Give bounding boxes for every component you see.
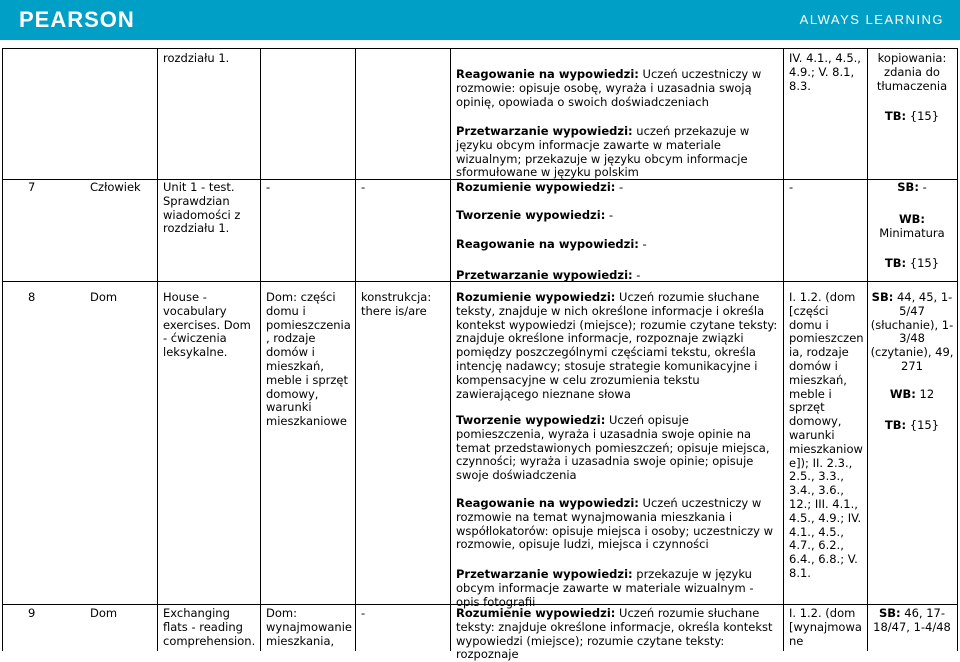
przetwarzanie-label: Przetwarzanie wypowiedzi: [456,268,633,282]
reakcja-label: Reagowanie na wypowiedzi: [456,67,639,81]
vocabulary-cell: Dom: części domu i pomieszczenia , rodzaje domów i mieszkań, meble i sprzęt domowy, warunki mieszkaniowe [266,290,351,429]
grammar-cell: - [361,180,366,194]
rozumienie-requirements: Rozumienie wypowiedzi: Uczeń rozumie słuchane teksty, znajduje w nich określone informacje i określa kontekst wypowiedzi (miejsce); rozumie czytane teksty: znajduje określone informacje, rozpoznaje związki pomiędzy poszczególnymi częściami tekstu, określa intencję nadawcy; stosuje strategie komunikacyjne i kompensacyjne w celu zrozumienia tekstu zawierającego nieznane słowa [456,290,778,401]
lesson-section: Człowiek [90,180,141,194]
lesson-number: 7 [28,180,36,194]
tb-value: {15} [906,109,940,123]
core-curriculum-refs: IV. 4.1., 4.5., 4.9.; V. 8.1, 8.3. [789,51,861,93]
pearson-banner [0,0,960,40]
sb-reference: SB: 46, 17-18/47, 1-4/48 [873,606,951,634]
column-divider [783,48,784,651]
tworzenie-requirements: Tworzenie wypowiedzi: Uczeń opisuje pomieszczenia, wyraża i uzasadnia swoje opinie na temat przedstawionych pomieszczeń; opisuje miejsca, czynności; wyraża i uzasadnia swoje opinie; opisuje swoje doświadczenia [456,413,770,483]
core-curriculum-refs: I. 1.2. (dom [wynajmowa ne [789,606,862,648]
wb-reference: WB: Minimatura [879,212,945,240]
rozumienie-requirements: Rozumienie wypowiedzi: - [456,180,624,194]
rozumienie-label: Rozumienie wypowiedzi: [456,606,616,620]
wb-reference: WB: 12 [889,387,935,401]
lesson-number: 9 [28,606,36,620]
przetwarzanie-label: Przetwarzanie wypowiedzi: [456,567,633,581]
column-divider [157,48,158,651]
przetwarzanie-requirements: Przetwarzanie wypowiedzi: - [456,268,641,282]
tb-reference: TB: {15} [884,256,940,270]
vocabulary-cell: Dom: wynajmowanie mieszkania, [266,606,352,648]
wb-label: WB: [889,387,916,401]
tworzenie-label: Tworzenie wypowiedzi: [456,208,606,222]
przetwarzanie-requirements [456,125,778,180]
tagline: ALWAYS LEARNING [799,12,944,27]
sb-reference: SB: 44, 45, 1-5/47 (słuchanie), 1-3/48 (czytanie), 49, 271 [870,290,954,373]
table-border-top [2,48,958,49]
core-curriculum-refs: I. 1.2. (dom [części domu i pomieszczen ia, rodzaje domów i mieszkań, meble i sprzęt domowy, warunki mieszkaniow e]); II. 2.3., 2.5., 3.3., 3.4., 3.6., 12.; III. 4.1., 4.5., 4.9.; IV. 4.1., 4.5., 4.7., 6.2., 6.4., 6.8.; V. 8.1. [789,290,864,580]
lesson-topic: Exchanging flats - reading comprehension. [163,606,256,648]
rozumienie-label: Rozumienie wypowiedzi: [456,180,616,194]
tb-reference [869,110,955,124]
lesson-topic: Unit 1 - test. Sprawdzian wiadomości z rozdziału 1. [163,180,241,236]
core-curriculum-refs: - [789,180,794,194]
table-border-right [957,48,958,651]
grammar-cell: konstrukcja: there is/are [361,290,432,318]
sb-label: SB: [871,290,894,304]
sb-label: SB: [897,180,919,194]
reakcja-label: Reagowanie na wypowiedzi: [456,496,639,510]
przetwarzanie-label: Przetwarzanie wypowiedzi: [456,124,633,138]
column-divider [355,48,356,651]
table-border-left [2,48,3,651]
tb-reference: TB: {15} [884,418,940,432]
lesson-section: Dom [90,290,118,304]
tb-label: TB: [884,256,907,270]
reakcja-label: Reagowanie na wypowiedzi: [456,237,639,251]
rozumienie-label: Rozumienie wypowiedzi: [456,290,616,304]
reakcja-requirements: Reagowanie na wypowiedzi: Uczeń uczestniczy w rozmowie na temat wynajmowania mieszkania i współlokatorów: opisuje miejsca i osoby; uczestniczy w rozmowie, opisuje ludzi, miejsca i czynności [456,496,774,552]
tb-label: TB: [884,109,907,123]
tworzenie-label: Tworzenie wypowiedzi: [456,413,606,427]
column-divider [867,48,868,651]
column-divider [450,48,451,651]
reakcja-requirements: Reagowanie na wypowiedzi: - [456,237,647,251]
przetwarzanie-text: uczeń przekazuje w języku obcym informacje zawarte w materiale wizualnym; przekazuje w języku obcym informacje sformułowane w języku polskim [456,124,750,180]
wb-label: WB: [898,212,926,226]
lesson-topic: rozdziału 1. [163,51,230,65]
lesson-section: Dom [90,606,118,620]
sb-reference: SB: - [897,180,927,194]
pearson-logo: PEARSON [19,7,135,32]
rozumienie-requirements: Rozumienie wypowiedzi: Uczeń rozumie słuchane teksty: znajduje określone informacje, określa kontekst wypowiedzi (miejsce); rozumie czytane teksty: rozpoznaje [456,606,773,662]
materials-text: kopiowania: zdania do tłumaczenia [876,51,948,93]
reakcja-text: Uczeń uczestniczy w rozmowie: opisuje osobę, wyraża i uzasadnia swoją opinię, opowiada o swoich doświadczeniach [456,67,762,109]
lesson-number: 8 [28,290,36,304]
vocabulary-cell: - [266,180,271,194]
grammar-cell: - [361,606,366,620]
lesson-plan-table [0,40,960,662]
tb-label: TB: [884,418,907,432]
reakcja-requirements [456,68,778,109]
column-divider [260,48,261,651]
lesson-topic: House - vocabulary exercises. Dom - ćwiczenia leksykalne. [163,290,251,360]
tworzenie-requirements: Tworzenie wypowiedzi: - [456,208,614,222]
przetwarzanie-requirements: Przetwarzanie wypowiedzi: przekazuje w języku obcym informacje zawarte w materiale wizualnym - opis fotografii [456,567,754,609]
sb-label: SB: [878,606,901,620]
